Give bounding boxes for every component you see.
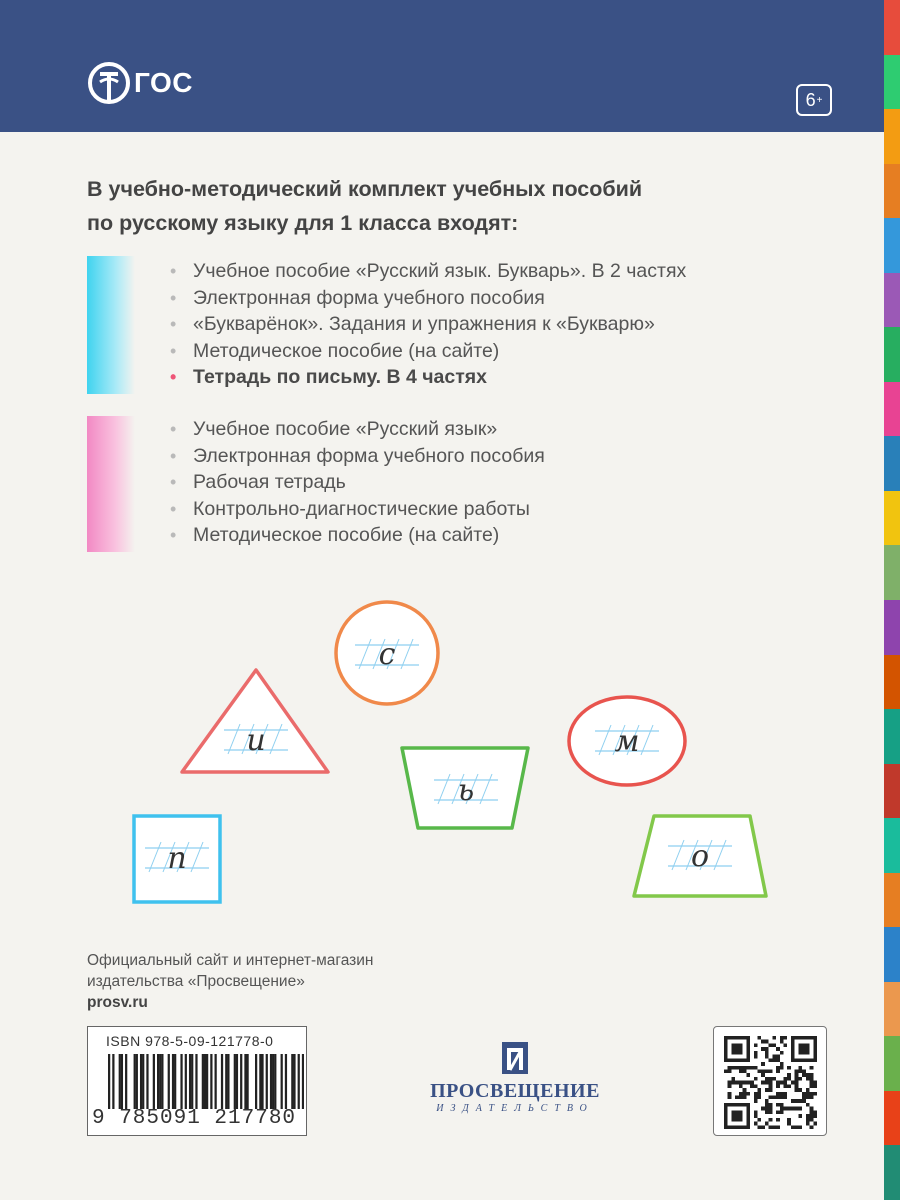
shape-letter: и [246, 723, 266, 758]
age-plus: + [816, 94, 823, 106]
stripe-segment [884, 709, 900, 764]
shape-letter: ь [457, 773, 475, 808]
qr-code-icon [724, 1036, 817, 1129]
stripe-segment [884, 1036, 900, 1091]
kit-list-russian [168, 416, 545, 549]
prosveshchenie-logo-icon [500, 1040, 530, 1076]
list-item-text: Электронная форма учебного пособия [193, 286, 545, 309]
shape-letter: п [167, 841, 187, 876]
stripe-segment [884, 982, 900, 1037]
list-item-text: Электронная форма учебного пособия [193, 444, 545, 467]
shape-letter: с [378, 637, 396, 672]
ellipse-shape [569, 697, 685, 785]
publisher-logo [415, 1040, 615, 1114]
stripe-segment [884, 600, 900, 655]
list-item [168, 469, 545, 496]
bullet-icon: • [170, 472, 177, 492]
stripe-segment [884, 0, 900, 55]
fgos-emblem-icon [86, 60, 132, 106]
list-item-text: «Букварёнок». Задания и упражнения к «Букварю» [193, 313, 655, 335]
age-rating: 6 [805, 89, 816, 110]
stripe-segment [884, 436, 900, 491]
stripe-segment [884, 273, 900, 328]
group-a-band [87, 256, 135, 394]
trapezoid-shape [634, 816, 766, 896]
letter-shapes-illustration [0, 600, 884, 920]
publisher-site-info [87, 950, 373, 1013]
bullet-icon: • [170, 287, 177, 308]
stripe-segment [884, 218, 900, 273]
stripe-segment [884, 109, 900, 164]
publisher-url-link[interactable]: prosv.ru [87, 994, 148, 1011]
bullet-icon: • [170, 419, 177, 439]
isbn-barcode [87, 1026, 307, 1136]
list-item [168, 496, 545, 523]
qr-code [713, 1026, 827, 1136]
fgos-logo [86, 60, 193, 106]
publisher-name: ПРОСВЕЩЕНИЕ [430, 1080, 600, 1102]
shape-letter: м [614, 724, 640, 759]
stripe-segment [884, 927, 900, 982]
publisher-subtitle: ИЗДАТЕЛЬСТВО [436, 1103, 594, 1114]
page-edge-stripe [884, 0, 900, 1200]
barcode-bars-icon [108, 1054, 304, 1109]
circle-shape [336, 602, 438, 704]
list-item [168, 443, 545, 470]
stripe-segment [884, 1145, 900, 1200]
ean-number: 9 785091 217780 [92, 1107, 297, 1130]
list-item [168, 311, 686, 338]
list-item-text: Учебное пособие «Русский язык» [193, 418, 498, 440]
fgos-label: ГОС [134, 67, 194, 98]
isbn-number: ISBN 978-5-09-121778-0 [106, 1033, 274, 1049]
list-item-text: Контрольно-диагностические работы [193, 497, 530, 520]
stripe-segment [884, 327, 900, 382]
stripe-segment [884, 818, 900, 873]
group-b-band [87, 416, 135, 552]
bullet-icon: • [170, 340, 177, 361]
trapezoid-shape [402, 748, 528, 828]
list-item [168, 522, 545, 549]
list-item [168, 416, 545, 443]
list-item [168, 285, 686, 312]
list-item [168, 258, 686, 285]
stripe-segment [884, 655, 900, 710]
list-item-text: Рабочая тетрадь [193, 471, 346, 493]
list-item-text: Методическое пособие (на сайте) [193, 524, 500, 546]
stripe-segment [884, 764, 900, 819]
stripe-segment [884, 1091, 900, 1146]
list-item-highlighted [168, 364, 686, 391]
triangle-shape [182, 670, 328, 772]
stripe-segment [884, 545, 900, 600]
footer-line-1: Официальный сайт и интернет-магазин [87, 952, 374, 969]
kit-heading [87, 172, 787, 240]
stripe-segment [884, 491, 900, 546]
square-shape [134, 816, 220, 902]
bullet-icon: • [170, 498, 177, 519]
stripe-segment [884, 164, 900, 219]
list-item-text: Тетрадь по письму. В 4 частях [193, 366, 488, 388]
stripe-segment [884, 873, 900, 928]
age-rating-badge [796, 84, 832, 116]
bullet-icon: • [170, 367, 177, 387]
bullet-icon: • [170, 525, 177, 545]
list-item [168, 338, 686, 365]
bullet-icon: • [170, 314, 177, 334]
list-item-text: Методическое пособие (на сайте) [193, 339, 500, 362]
header-band [0, 0, 884, 132]
kit-heading-line-2: по русскому языку для 1 класса входят: [87, 211, 519, 235]
stripe-segment [884, 382, 900, 437]
shape-letter: о [690, 839, 710, 874]
list-item-text: Учебное пособие «Русский язык. Букварь». В 2 частях [193, 260, 687, 282]
kit-heading-line-1: В учебно-методический комплект учебных пособий [87, 177, 643, 201]
bullet-icon: • [170, 261, 177, 281]
bullet-icon: • [170, 445, 177, 466]
stripe-segment [884, 55, 900, 110]
kit-list-literacy [168, 258, 686, 391]
footer-line-2: издательства «Просвещение» [87, 973, 305, 990]
